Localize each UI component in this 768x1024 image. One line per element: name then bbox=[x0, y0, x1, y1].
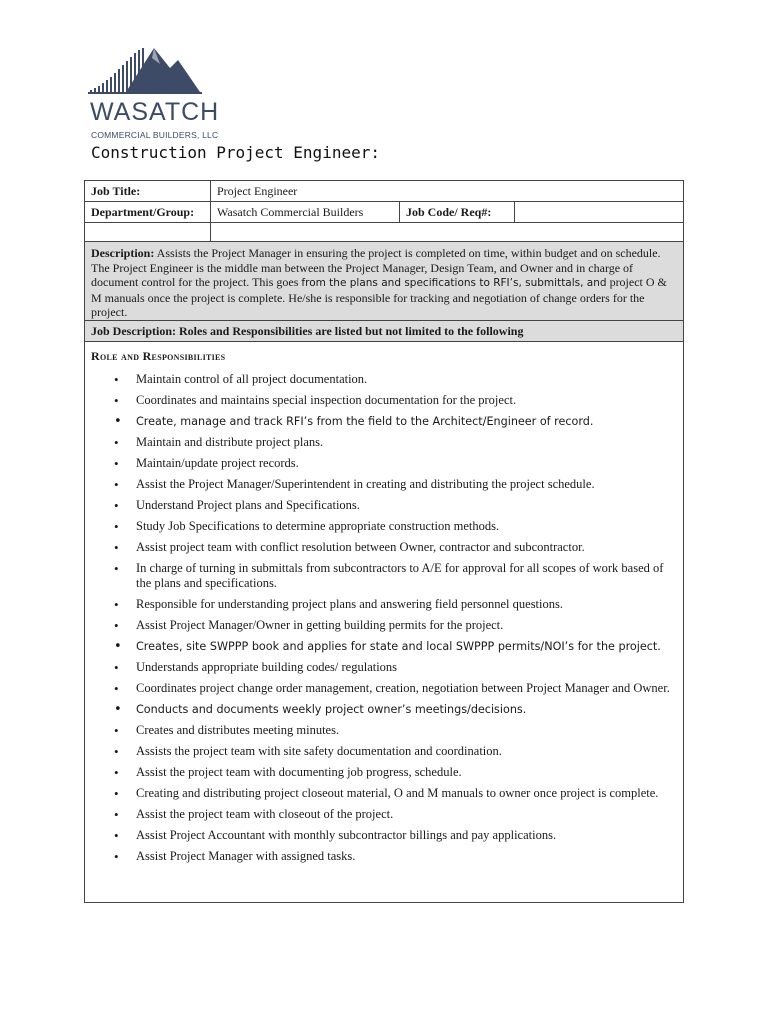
list-item: • Create, manage and track RFI’s from the field to the Architect/Engineer of record. bbox=[85, 414, 683, 429]
list-item: • Assist Project Manager/Owner in getting building permits for the project. bbox=[85, 618, 683, 633]
list-item: • Conducts and documents weekly project owner’s meetings/decisions. bbox=[85, 702, 683, 717]
list-item: • Understand Project plans and Specifications. bbox=[85, 498, 683, 513]
section-heading: Role and Responsibilities bbox=[91, 349, 226, 363]
list-item: • Assist Project Manager with assigned tasks. bbox=[85, 849, 683, 864]
job-description-header: Job Description: Roles and Responsibilities are listed but not limited to the following bbox=[85, 321, 683, 342]
list-item: • Assist Project Accountant with monthly subcontractor billings and pay applications. bbox=[85, 828, 683, 843]
company-logo bbox=[88, 44, 238, 144]
job-code-value bbox=[515, 202, 683, 222]
description-text-3: project O & M manuals once the project is complete. He/she is responsible for tracking and negotiation of change orders for the project. bbox=[91, 275, 667, 319]
job-title-row bbox=[85, 181, 683, 202]
job-code-label: Job Code/ Req#: bbox=[400, 202, 515, 222]
description-text-1: Assists the Project Manager in ensuring the project is completed on time, within budget and on schedule. The Project Engineer is the middle man between the Project Manager, Design Team, and Owner and in charge of document control for the project. This goes bbox=[91, 246, 661, 289]
list-item: • Assists the project team with site safety documentation and coordination. bbox=[85, 744, 683, 759]
empty-row bbox=[85, 223, 683, 242]
job-title-label: Job Title: bbox=[85, 181, 211, 201]
description-block bbox=[85, 242, 683, 321]
logo-subtitle: COMMERCIAL BUILDERS, LLC bbox=[91, 130, 219, 140]
logo-brand-name: WASATCH bbox=[90, 98, 220, 126]
list-item: • Assist project team with conflict resolution between Owner, contractor and subcontractor. bbox=[85, 540, 683, 555]
department-value: Wasatch Commercial Builders bbox=[211, 202, 400, 222]
list-item: • Assist the Project Manager/Superintendent in creating and distributing the project schedule. bbox=[85, 477, 683, 492]
list-item: • Study Job Specifications to determine appropriate construction methods. bbox=[85, 519, 683, 534]
list-item: • Coordinates project change order management, creation, negotiation between Project Manager and Owner. bbox=[85, 681, 683, 696]
document-title: Construction Project Engineer: bbox=[91, 143, 380, 162]
list-item: • Maintain control of all project documentation. bbox=[85, 372, 683, 387]
list-item: • Coordinates and maintains special inspection documentation for the project. bbox=[85, 393, 683, 408]
list-item: • In charge of turning in submittals from subcontractors to A/E for approval for all scopes of work based of the plans and specifications. bbox=[85, 561, 683, 591]
list-item: • Understands appropriate building codes/ regulations bbox=[85, 660, 683, 675]
empty-cell-right bbox=[211, 223, 683, 241]
list-item: • Creates and distributes meeting minutes. bbox=[85, 723, 683, 738]
responsibilities-list bbox=[85, 372, 683, 870]
list-item: • Assist the project team with closeout of the project. bbox=[85, 807, 683, 822]
list-item: • Creates, site SWPPP book and applies for state and local SWPPP permits/NOI’s for the project. bbox=[85, 639, 683, 654]
job-description-table bbox=[84, 180, 684, 903]
list-item: • Creating and distributing project closeout material, O and M manuals to owner once project is complete. bbox=[85, 786, 683, 801]
job-title-value bbox=[211, 181, 683, 201]
list-item: • Maintain and distribute project plans. bbox=[85, 435, 683, 450]
list-item: • Assist the project team with documenting job progress, schedule. bbox=[85, 765, 683, 780]
empty-cell-left bbox=[85, 223, 211, 241]
department-label: Department/Group: bbox=[85, 202, 211, 222]
description-label: Description: bbox=[91, 246, 155, 260]
mountain-logo-icon bbox=[88, 44, 203, 99]
list-item: • Maintain/update project records. bbox=[85, 456, 683, 471]
description-text-2: from the plans and specifications to RFI’s, submittals, and bbox=[301, 277, 607, 289]
department-row bbox=[85, 202, 683, 223]
job-title-text: Project Engineer bbox=[217, 184, 298, 198]
list-item: • Responsible for understanding project plans and answering field personnel questions. bbox=[85, 597, 683, 612]
